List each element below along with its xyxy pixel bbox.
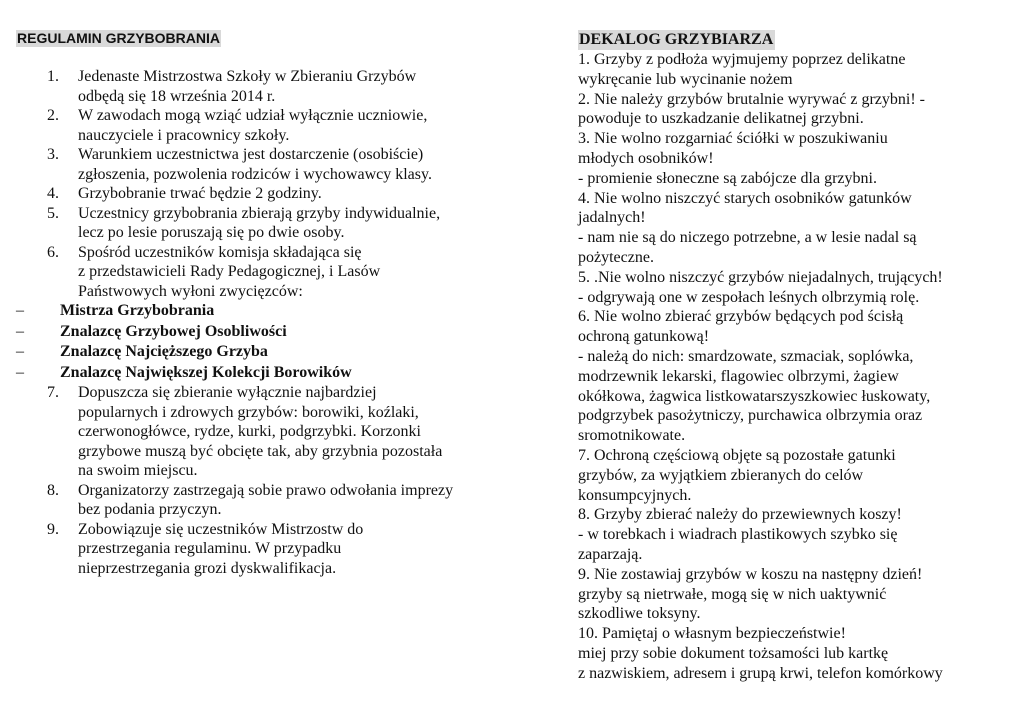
rule-line: odbędą się 18 września 2014 r. bbox=[78, 87, 276, 105]
decalogue-line: 5. .Nie wolno niszczyć grzybów niejadalnych, trujących! bbox=[578, 268, 943, 286]
decalogue-line: okółkowa, żagwica listkowatarszyszkowiec łuskowaty, bbox=[578, 387, 931, 405]
award-item bbox=[16, 342, 496, 363]
decalogue-title: DEKALOG GRZYBIARZA bbox=[579, 31, 774, 48]
rule-item bbox=[16, 481, 496, 520]
regulations-column bbox=[16, 30, 496, 578]
rule-line: Uczestnicy grzybobrania zbierają grzyby indywidualnie, bbox=[78, 204, 441, 222]
decalogue-line: grzybów, za wyjątkiem zbieranych do celów bbox=[578, 466, 864, 484]
rule-line: z przedstawicieli Rady Pedagogicznej, i Lasów bbox=[78, 263, 381, 280]
rule-item bbox=[16, 106, 496, 145]
rule-line: nieprzestrzegania grozi dyskwalifikacja. bbox=[78, 559, 337, 577]
rules-part-2 bbox=[16, 383, 496, 578]
decalogue-line: pożyteczne. bbox=[578, 248, 654, 266]
dash-bullet: – bbox=[16, 302, 24, 319]
decalogue-line: podgrzybek pasożytniczy, purchawica olbrzymia oraz bbox=[578, 407, 923, 425]
decalogue-line: młodych osobników! bbox=[578, 149, 714, 167]
rule-line: bez podania przyczyn. bbox=[78, 501, 222, 518]
decalogue-line: 7. Ochroną częściową objęte są pozostałe gatunki bbox=[578, 446, 896, 464]
regulations-title: REGULAMIN GRZYBOBRANIA bbox=[17, 30, 220, 46]
decalogue-line: - nam nie są do niczego potrzebne, a w lesie nadal są bbox=[578, 229, 917, 247]
rule-line: lecz po lesie poruszają się po dwie osoby. bbox=[78, 224, 345, 241]
decalogue-line: - należą do nich: smardzowate, szmaciak, soplówka, bbox=[578, 347, 914, 365]
decalogue-line: 8. Grzyby zbierać należy do przewiewnych koszy! bbox=[578, 506, 902, 524]
rule-item bbox=[16, 67, 496, 106]
decalogue-line: 10. Pamiętaj o własnym bezpieczeństwie! bbox=[578, 625, 846, 643]
decalogue-column bbox=[578, 30, 998, 684]
award-label: Znalazcę Największej Kolekcji Borowików bbox=[60, 363, 352, 381]
rule-line: Dopuszcza się zbieranie wyłącznie najbardziej bbox=[78, 384, 377, 401]
rule-item bbox=[16, 184, 496, 204]
rule-line: Jedenaste Mistrzostwa Szkoły w Zbieraniu Grzybów bbox=[78, 68, 417, 85]
rule-line: grzybowe muszą być obcięte tak, aby grzybnia pozostała bbox=[78, 442, 443, 460]
decalogue-line: modrzewnik lekarski, flagowiec olbrzymi, żagiew bbox=[578, 367, 899, 385]
rule-line: na swoim miejscu. bbox=[78, 462, 198, 479]
award-item bbox=[16, 322, 496, 343]
rule-item bbox=[16, 383, 496, 481]
rule-item bbox=[16, 145, 496, 184]
decalogue-line: wykręcanie lub wycinanie nożem bbox=[578, 70, 793, 88]
decalogue-line: szkodliwe toksyny. bbox=[578, 605, 701, 623]
decalogue-line: zaparzają. bbox=[578, 545, 643, 563]
decalogue-line: - promienie słoneczne są zabójcze dla grzybni. bbox=[578, 169, 877, 187]
rule-number: 4. bbox=[47, 185, 59, 202]
dash-bullet: – bbox=[16, 322, 24, 340]
rule-line: Grzybobranie trwać będzie 2 godziny. bbox=[78, 185, 322, 202]
decalogue-line: - odgrywają one w zespołach leśnych olbrzymią rolę. bbox=[578, 288, 920, 306]
rule-number: 1. bbox=[47, 68, 59, 85]
decalogue-line: powoduje to uszkadzanie delikatnej grzybni. bbox=[578, 110, 864, 128]
rule-number: 6. bbox=[47, 243, 59, 261]
rule-line: Spośród uczestników komisja składająca się bbox=[78, 243, 362, 261]
rule-line: czerwonogłówce, rydze, kurki, podgrzybki. Korzonki bbox=[78, 423, 421, 440]
award-item bbox=[16, 363, 496, 384]
decalogue-line: z nazwiskiem, adresem i grupą krwi, telefon komórkowy bbox=[578, 664, 943, 682]
rule-line: przestrzegania regulaminu. W przypadku bbox=[78, 540, 342, 557]
dash-bullet: – bbox=[16, 343, 24, 360]
decalogue-line: 6. Nie wolno zbierać grzybów będących pod ścisłą bbox=[578, 308, 904, 326]
rule-line: Organizatorzy zastrzegają sobie prawo odwołania imprezy bbox=[78, 481, 454, 499]
decalogue-line: ochroną gatunkową! bbox=[578, 328, 710, 346]
award-item bbox=[16, 301, 496, 322]
decalogue-line: miej przy sobie dokument tożsamości lub kartkę bbox=[578, 644, 889, 662]
rule-item bbox=[16, 204, 496, 243]
regulations-list bbox=[16, 67, 496, 578]
decalogue-line: konsumpcyjnych. bbox=[578, 486, 692, 504]
rule-line: popularnych i zdrowych grzybów: borowiki, koźlaki, bbox=[78, 403, 419, 421]
decalogue-line: jadalnych! bbox=[578, 209, 646, 227]
rule-item bbox=[16, 520, 496, 579]
decalogue-line: 2. Nie należy grzybów brutalnie wyrywać z grzybni! - bbox=[578, 90, 925, 108]
rule-line: Państwowych wyłoni zwycięzców: bbox=[78, 282, 303, 300]
decalogue-text bbox=[578, 50, 998, 684]
rule-line: zgłoszenia, pozwolenia rodziców i wychowawcy klasy. bbox=[78, 165, 432, 183]
decalogue-line: 9. Nie zostawiaj grzybów w koszu na następny dzień! bbox=[578, 565, 923, 583]
award-label: Znalazcę Grzybowej Osobliwości bbox=[60, 322, 287, 340]
rule-item bbox=[16, 243, 496, 302]
decalogue-line: 1. Grzyby z podłoża wyjmujemy poprzez delikatne bbox=[578, 51, 906, 68]
rule-number: 7. bbox=[47, 384, 59, 401]
rule-number: 2. bbox=[47, 107, 59, 124]
rule-number: 5. bbox=[47, 204, 59, 222]
decalogue-line: - w torebkach i wiadrach plastikowych szybko się bbox=[578, 526, 898, 544]
decalogue-line: grzyby są nietrwałe, mogą się w nich uaktywnić bbox=[578, 585, 887, 603]
rule-line: nauczyciele i pracownicy szkoły. bbox=[78, 126, 290, 144]
award-label: Znalazcę Najcięższego Grzyba bbox=[60, 343, 268, 360]
rule-number: 8. bbox=[47, 481, 59, 499]
decalogue-line: 3. Nie wolno rozgarniać ściółki w poszukiwaniu bbox=[578, 130, 888, 148]
awards-list bbox=[16, 301, 496, 383]
decalogue-line: 4. Nie wolno niszczyć starych osobników gatunków bbox=[578, 189, 912, 207]
rule-number: 9. bbox=[47, 520, 59, 538]
rule-number: 3. bbox=[47, 146, 59, 163]
decalogue-line: sromotnikowate. bbox=[578, 427, 686, 445]
rule-line: W zawodach mogą wziąć udział wyłącznie uczniowie, bbox=[78, 107, 428, 124]
rule-line: Warunkiem uczestnictwa jest dostarczenie (osobiście) bbox=[78, 146, 424, 163]
rule-line: Zobowiązuje się uczestników Mistrzostw do bbox=[78, 520, 364, 538]
rules-part-1 bbox=[16, 67, 496, 301]
dash-bullet: – bbox=[16, 363, 24, 381]
award-label: Mistrza Grzybobrania bbox=[60, 302, 215, 319]
